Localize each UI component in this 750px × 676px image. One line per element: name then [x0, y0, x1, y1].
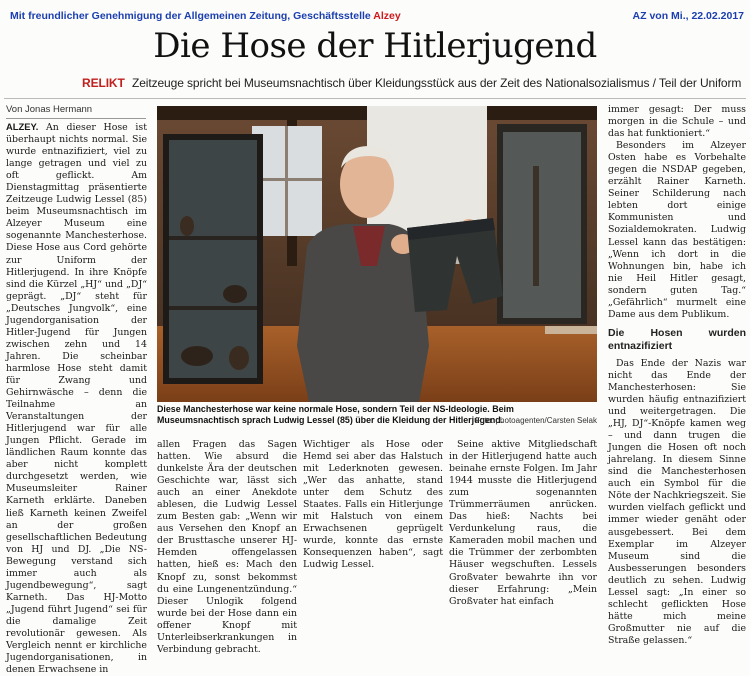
column-5-paragraph-3: Das Ende der Nazis war nicht das Ende der Manchesterhosen: Sie wurden häufig entnazifiziert und weitergetragen. Die „HJ, DJ“-Knöpfe kamen weg – und dann trugen die Jungen die Hosen oft noch jahrelang. In diesem Sinne sind die Manchesterhosen auch ein Symbol für die Nöte der Nachkriegszeit. Sie wurden vielfach geflickt und immer wieder genäht oder ausgebessert. Bei dem Exemplar im Alzeyer Museum sind die Ausbesserungen besonders deutlich zu sehen. Ludwig Lessel sagt: „In einer so schlecht geflickten Hose hätte mich meine Großmutter nie auf die Straße gelassen.“ — [608, 357, 746, 646]
text-column-1 — [6, 121, 147, 676]
photo-caption: Diese Manchesterhose war keine normale Hose, sondern Teil der NS-Ideologie. Beim Museumsnachtisch sprach Ludwig Lessel (85) über die Kleidung der Hitlerjugend. — [157, 404, 514, 425]
column-3-paragraph: Wichtiger als Hose oder Hemd sei aber das Halstuch mit Lederknoten gewesen. „Wer das anhatte, stand unter dem Schutz des Staates. Falls ein Hitlerjunge mit Halstuch von einem Erwachsenen geprügelt wurde, konnte das ernste Konsequenzen haben“, sagt Ludwig Lessel. — [303, 439, 443, 571]
column-2-paragraph: allen Fragen das Sagen hatten. Wie absurd die dunkelste Ära der deutschen Geschichte war, lässt sich auch an einer Anekdote ablesen, die Ludwig Lessel zum Besten gab: „Wenn wir aus Versehen den Knopf an der Brusttasche unserer HJ-Hemden offengelassen hatten, hieß es: Mach den Knopf zu, sonst bekommst du eine Lungenentzündung.“ Dieser Unlogik folgend wurde bei der Hose dann ein offener Knopf mit Unterleibserkrankungen in Verbindung gebracht. — [157, 439, 297, 655]
article-photo — [157, 106, 597, 402]
reprint-credit-source: Alzey — [373, 10, 401, 22]
article-subline — [82, 76, 741, 90]
photo-credit: Foto: photoagenten/Carsten Selak — [475, 416, 597, 425]
text-column-4 — [449, 439, 597, 607]
kicker-label: RELIKT — [82, 76, 125, 90]
text-column-2 — [157, 439, 297, 655]
subtitle-text: Zeitzeuge spricht bei Museumsnachtisch über Kleidungsstück aus der Zeit des Nationalsozialismus / Teil der Uniform — [131, 76, 742, 90]
column-4-paragraph: Seine aktive Mitgliedschaft in der Hitlerjugend hatte auch beinahe ernste Folgen. Im Jahr 1944 musste die Hitlerjugend zum sogenannten Trümmerräumen anrücken. Das hieß: Nachts bei Verdunkelung raus, die Kameraden mobil machen und die Trümmer der zerbombten Häuser wegschuften. Lessels Großvater bewahrte ihn vor dieser Erfahrung: „Mein Großvater hat einfach — [449, 439, 597, 607]
subheading: Die Hosen wurden entnazifiziert — [608, 326, 746, 352]
lead-text: An dieser Hose ist überhaupt nichts normal. Sie wurde entnazifiziert, viel zu lange getragen und viel zu oft geflickt. Am Dienstagmittag präsentierte Zeitzeuge Ludwig Lessel (85) beim Museumsnachtisch im Alzeyer Museum eine sogenannte Manchesterhose. Diese Hose aus Cord gehörte zur Uniform der Hitlerjugend. In ihre Knöpfe sind die Kürzel „HJ“ und „DJ“ geprägt. „DJ“ steht für „Deutsches Jungvolk“, eine Jugendorganisation der Hitler-Jugend für Jungen zwischen zehn und 14 Jahren. Die scheinbar harmlose Hose steht damit für Zwang und Gehirnwäsche – denn die Teilnahme an Veranstaltungen der Hitlerjugend war für alle Jungen Pflicht. Gerade im ländlichen Raum konnte das aber nicht komplett durchgesetzt werden, wie Museumsleiter Rainer Karneth erklärte. Daneben ließ Karneth keinen Zweifel an der großen gesellschaftlichen Bedeutung von HJ und DJ. „Die NS-Bewegung verstand sich immer auch als Jugendbewegung“, sagt Karneth. Das HJ-Motto „Jugend führt Jugend“ sei für die damalige Zeit revolutionär gewesen. Als Vergleich nennt er kirchliche Jugendorganisationen, in denen Erwachsene in — [6, 122, 147, 676]
edition-date: AZ von Mi., 22.02.2017 — [632, 10, 744, 22]
photo-illustration — [157, 106, 597, 402]
column-5-paragraph-2: Besonders im Alzeyer Osten habe es Vorbehalte gegen die NSDAP gegeben, erzählt Rainer Karneth. Seiner Schilderung nach lebten dort einige Kommunisten und Sozialdemokraten. Ludwig Lessel kann das bestätigen: „Wenn ich dort in die Wohnungen bin, habe ich nie Heil Hitler gesagt, sondern guten Tag.“ „Gefährlich“ murmelt eine Dame aus dem Publikum. — [608, 140, 746, 320]
scan-header — [0, 0, 750, 26]
article-headline: Die Hose der Hitlerjugend — [153, 26, 597, 66]
text-column-5 — [608, 104, 746, 646]
lead-paragraph — [6, 121, 147, 676]
byline-divider — [6, 118, 146, 119]
dateline: ALZEY. — [6, 121, 39, 132]
byline: Von Jonas Hermann — [6, 104, 93, 115]
reprint-credit-text: Mit freundlicher Genehmigung der Allgemeinen Zeitung, Geschäftsstelle — [10, 10, 374, 22]
column-5-paragraph-1: immer gesagt: Der muss morgen in die Schule – und das hat funktioniert.“ — [608, 104, 746, 140]
header-divider — [4, 98, 746, 99]
text-column-3 — [303, 439, 443, 600]
reprint-credit — [10, 10, 401, 22]
